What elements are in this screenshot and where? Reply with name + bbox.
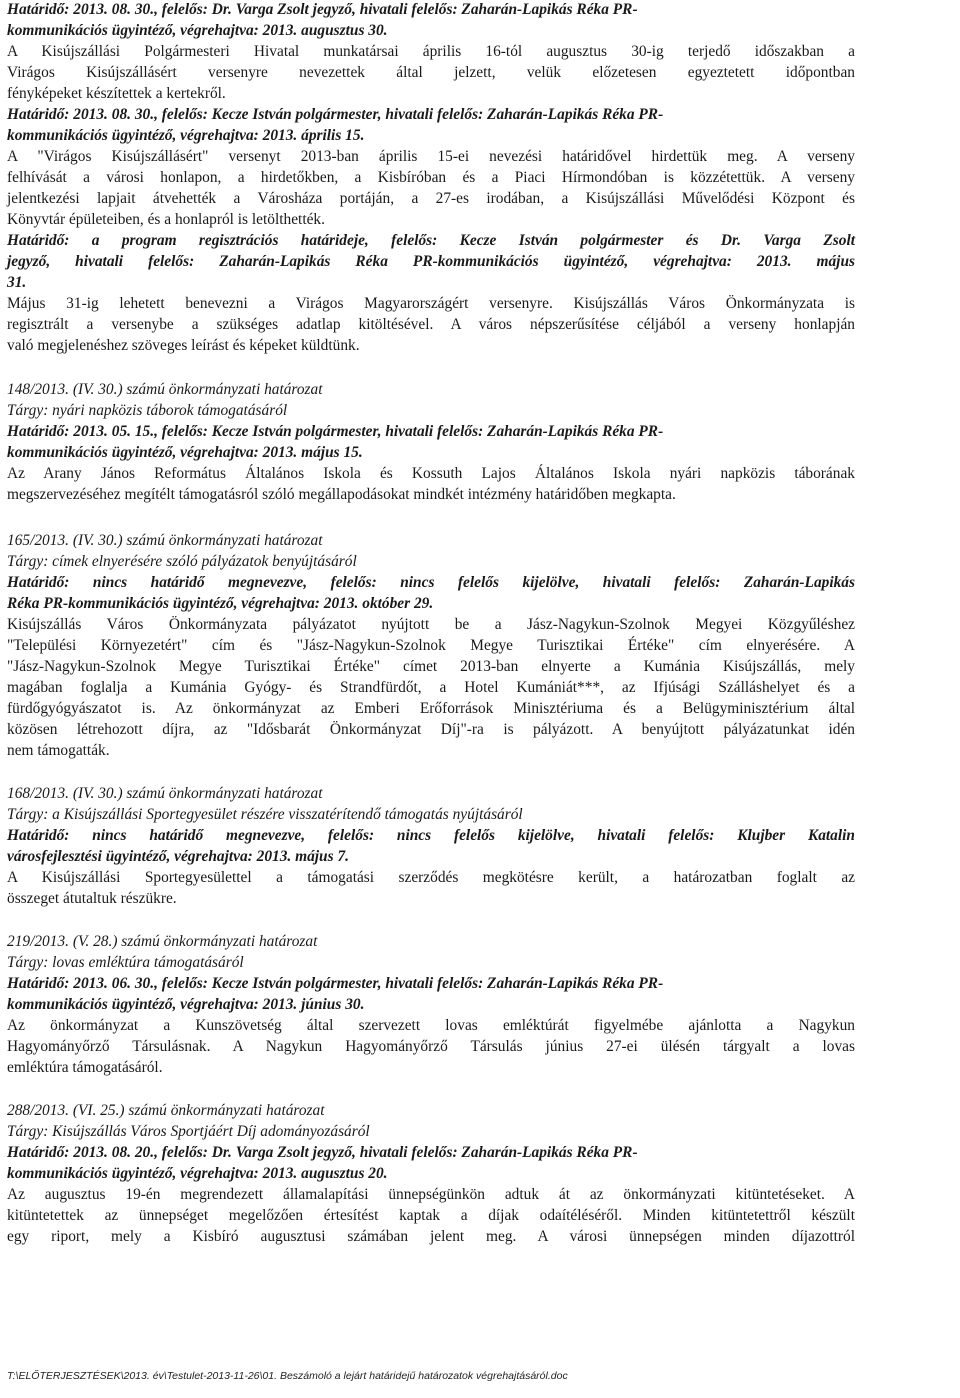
- body-line: fényképeket készítettek a kertekről.: [7, 85, 226, 102]
- body-line: Kisújszállás Város Önkormányzata pályázatot nyújtott be a Jász-Nagykun-Szolnok Megyei Közgyűléshez: [7, 616, 855, 633]
- resolution-heading: 168/2013. (IV. 30.) számú önkormányzati határozat: [7, 785, 323, 802]
- deadline-line: Határidő: 2013. 08. 30., felelős: Dr. Varga Zsolt jegyző, hivatali felelős: Zaharán-Lapikás Réka PR-: [7, 1, 638, 18]
- body-line: A "Virágos Kisújszállásért" versenyt 2013-ban április 15-ei nevezési határidővel hirdettük meg. A verseny: [7, 148, 855, 165]
- section-gap: [7, 505, 855, 530]
- body-line: Virágos Kisújszállásért versenyre nevezettek által jelzett, velük előzetesen egyeztetett időpontban: [7, 64, 855, 81]
- body-line: Könyvtár épületeiben, és a honlapról is letölthették.: [7, 211, 325, 228]
- deadline-line: városfejlesztési ügyintéző, végrehajtva: 2013. május 7.: [7, 848, 349, 865]
- body-line: fürdőgyógyászatot is. Az önkormányzat az Emberi Erőforrások Minisztériuma és a Belügyminisztérium által: [7, 700, 855, 717]
- deadline-line: Réka PR-kommunikációs ügyintéző, végrehajtva: 2013. október 29.: [7, 595, 434, 612]
- section-gap: [7, 761, 855, 783]
- resolution-heading: 165/2013. (IV. 30.) számú önkormányzati határozat: [7, 532, 323, 549]
- body-line: A Kisújszállási Sportegyesülettel a támogatási szerződés megkötésre került, a határozatban foglalt az: [7, 869, 855, 886]
- section-gap: [7, 1078, 855, 1100]
- body-line: egy riport, mely a Kisbíró augusztusi számában jelent meg. A városi ünnepségen minden díjazottról: [7, 1228, 855, 1245]
- body-line: "Települési Környezetért" cím és "Jász-Nagykun-Szolnok Megye Turisztikai Értéke" cím elnyerésére. A: [7, 637, 855, 654]
- resolution-subject: Tárgy: nyári napközis táborok támogatásáról: [7, 402, 288, 419]
- body-line: emléktúra támogatásáról.: [7, 1059, 163, 1076]
- body-line: összeget átutaltuk részükre.: [7, 890, 177, 907]
- deadline-line: 31.: [7, 274, 27, 291]
- body-line: Az augusztus 19-én megrendezett államalapítási ünnepségünkön adtuk át az önkormányzati kitüntetéseket. A: [7, 1186, 855, 1203]
- body-line: Az Arany János Református Általános Iskola és Kossuth Lajos Általános Iskola nyári napközis táborának: [7, 465, 855, 482]
- resolution-heading: 148/2013. (IV. 30.) számú önkormányzati határozat: [7, 381, 323, 398]
- deadline-line: Határidő: 2013. 06. 30., felelős: Kecze István polgármester, hivatali felelős: Zaharán-Lapikás Réka PR-: [7, 975, 664, 992]
- resolution-subject: Tárgy: a Kisújszállási Sportegyesület részére visszatérítendő támogatás nyújtásáról: [7, 806, 523, 823]
- deadline-line: kommunikációs ügyintéző, végrehajtva: 2013. június 30.: [7, 996, 365, 1013]
- deadline-line: Határidő: nincs határidő megnevezve, felelős: nincs felelős kijelölve, hivatali felelős: Klujber Katalin: [7, 827, 855, 844]
- body-line: Május 31-ig lehetett benevezni a Virágos Magyarországért versenyre. Kisújszállás Város Önkormányzata is: [7, 295, 855, 312]
- section-gap: [7, 356, 855, 379]
- body-line: megszervezéséhez megítélt támogatásról szóló megállapodásokat mindkét intézmény határidőben megkapta.: [7, 486, 676, 503]
- body-line: nem támogatták.: [7, 742, 110, 759]
- body-line: magában foglalja a Kumánia Gyógy- és Strandfürdőt, a Hotel Kumániát***, az Ifjúsági Szálláshelyet és a: [7, 679, 855, 696]
- deadline-line: Határidő: a program regisztrációs határideje, felelős: Kecze István polgármester és Dr. Varga Zsolt: [7, 232, 855, 249]
- body-line: regisztrált a versenybe a szükséges adatlap kitöltésével. A város népszerűsítése céljából a verseny honlapján: [7, 316, 855, 333]
- deadline-line: jegyző, hivatali felelős: Zaharán-Lapikás Réka PR-kommunikációs ügyintéző, végrehajtva: 2013. május: [7, 253, 855, 270]
- body-line: jelentkezési lapjait átvehették a Városháza portáján, a 27-es irodában, a Kisújszállási Művelődési Központ és: [7, 190, 855, 207]
- section-gap: [7, 909, 855, 931]
- file-path-footer: T:\ELŐTERJESZTÉSEK\2013. év\Testulet-2013-11-26\01. Beszámoló a lejárt határidejű határozatok végrehajtásáról.doc: [7, 1370, 568, 1382]
- body-line: Hagyományőrző Társulásnak. A Nagykun Hagyományőrző Társulás június 27-ei ülésén tárgyalt a lovas: [7, 1038, 855, 1055]
- resolution-heading: 288/2013. (VI. 25.) számú önkormányzati határozat: [7, 1102, 325, 1119]
- deadline-line: Határidő: 2013. 08. 30., felelős: Kecze István polgármester, hivatali felelős: Zaharán-Lapikás Réka PR-: [7, 106, 664, 123]
- body-line: "Jász-Nagykun-Szolnok Megye Turisztikai Értéke" címet 2013-ban elnyerte a Kumánia Kisújszállás, mely: [7, 658, 855, 675]
- resolution-heading: 219/2013. (V. 28.) számú önkormányzati határozat: [7, 933, 318, 950]
- body-line: A Kisújszállási Polgármesteri Hivatal munkatársai április 16-tól augusztus 30-ig terjedő időszakban a: [7, 43, 855, 60]
- resolution-subject: Tárgy: Kisújszállás Város Sportjáért Díj adományozásáról: [7, 1123, 370, 1140]
- body-line: kitüntetettek az ünnepséget megelőzően értesítést kaptak a díjak odaítéléséről. Minden kitüntetettről készült: [7, 1207, 855, 1224]
- deadline-line: kommunikációs ügyintéző, végrehajtva: 2013. május 15.: [7, 444, 363, 461]
- document-page: [7, 0, 855, 1247]
- resolution-subject: Tárgy: lovas emléktúra támogatásáról: [7, 954, 244, 971]
- body-line: felhívását a városi honlapon, a hirdetőkben, a Kisbíróban és a Piaci Hírmondóban is közzétettük. A verseny: [7, 169, 855, 186]
- resolution-subject: Tárgy: címek elnyerésére szóló pályázatok benyújtásáról: [7, 553, 357, 570]
- deadline-line: Határidő: nincs határidő megnevezve, felelős: nincs felelős kijelölve, hivatali felelős: Zaharán-Lapikás: [7, 574, 855, 591]
- deadline-line: kommunikációs ügyintéző, végrehajtva: 2013. április 15.: [7, 127, 365, 144]
- body-line: Az önkormányzat a Kunszövetség által szervezett lovas emléktúrát figyelmébe ajánlotta a Nagykun: [7, 1017, 855, 1034]
- deadline-line: Határidő: 2013. 08. 20., felelős: Dr. Varga Zsolt jegyző, hivatali felelős: Zaharán-Lapikás Réka PR-: [7, 1144, 638, 1161]
- body-line: közösen létrehozott díjra, az "Idősbarát Önkormányzat Díj"-ra is pályázott. A benyújtott pályázatunkat idén: [7, 721, 855, 738]
- deadline-line: Határidő: 2013. 05. 15., felelős: Kecze István polgármester, hivatali felelős: Zaharán-Lapikás Réka PR-: [7, 423, 664, 440]
- deadline-line: kommunikációs ügyintéző, végrehajtva: 2013. augusztus 20.: [7, 1165, 388, 1182]
- body-line: való megjelenéshez szöveges leírást és képeket küldtünk.: [7, 337, 360, 354]
- deadline-line: kommunikációs ügyintéző, végrehajtva: 2013. augusztus 30.: [7, 22, 388, 39]
